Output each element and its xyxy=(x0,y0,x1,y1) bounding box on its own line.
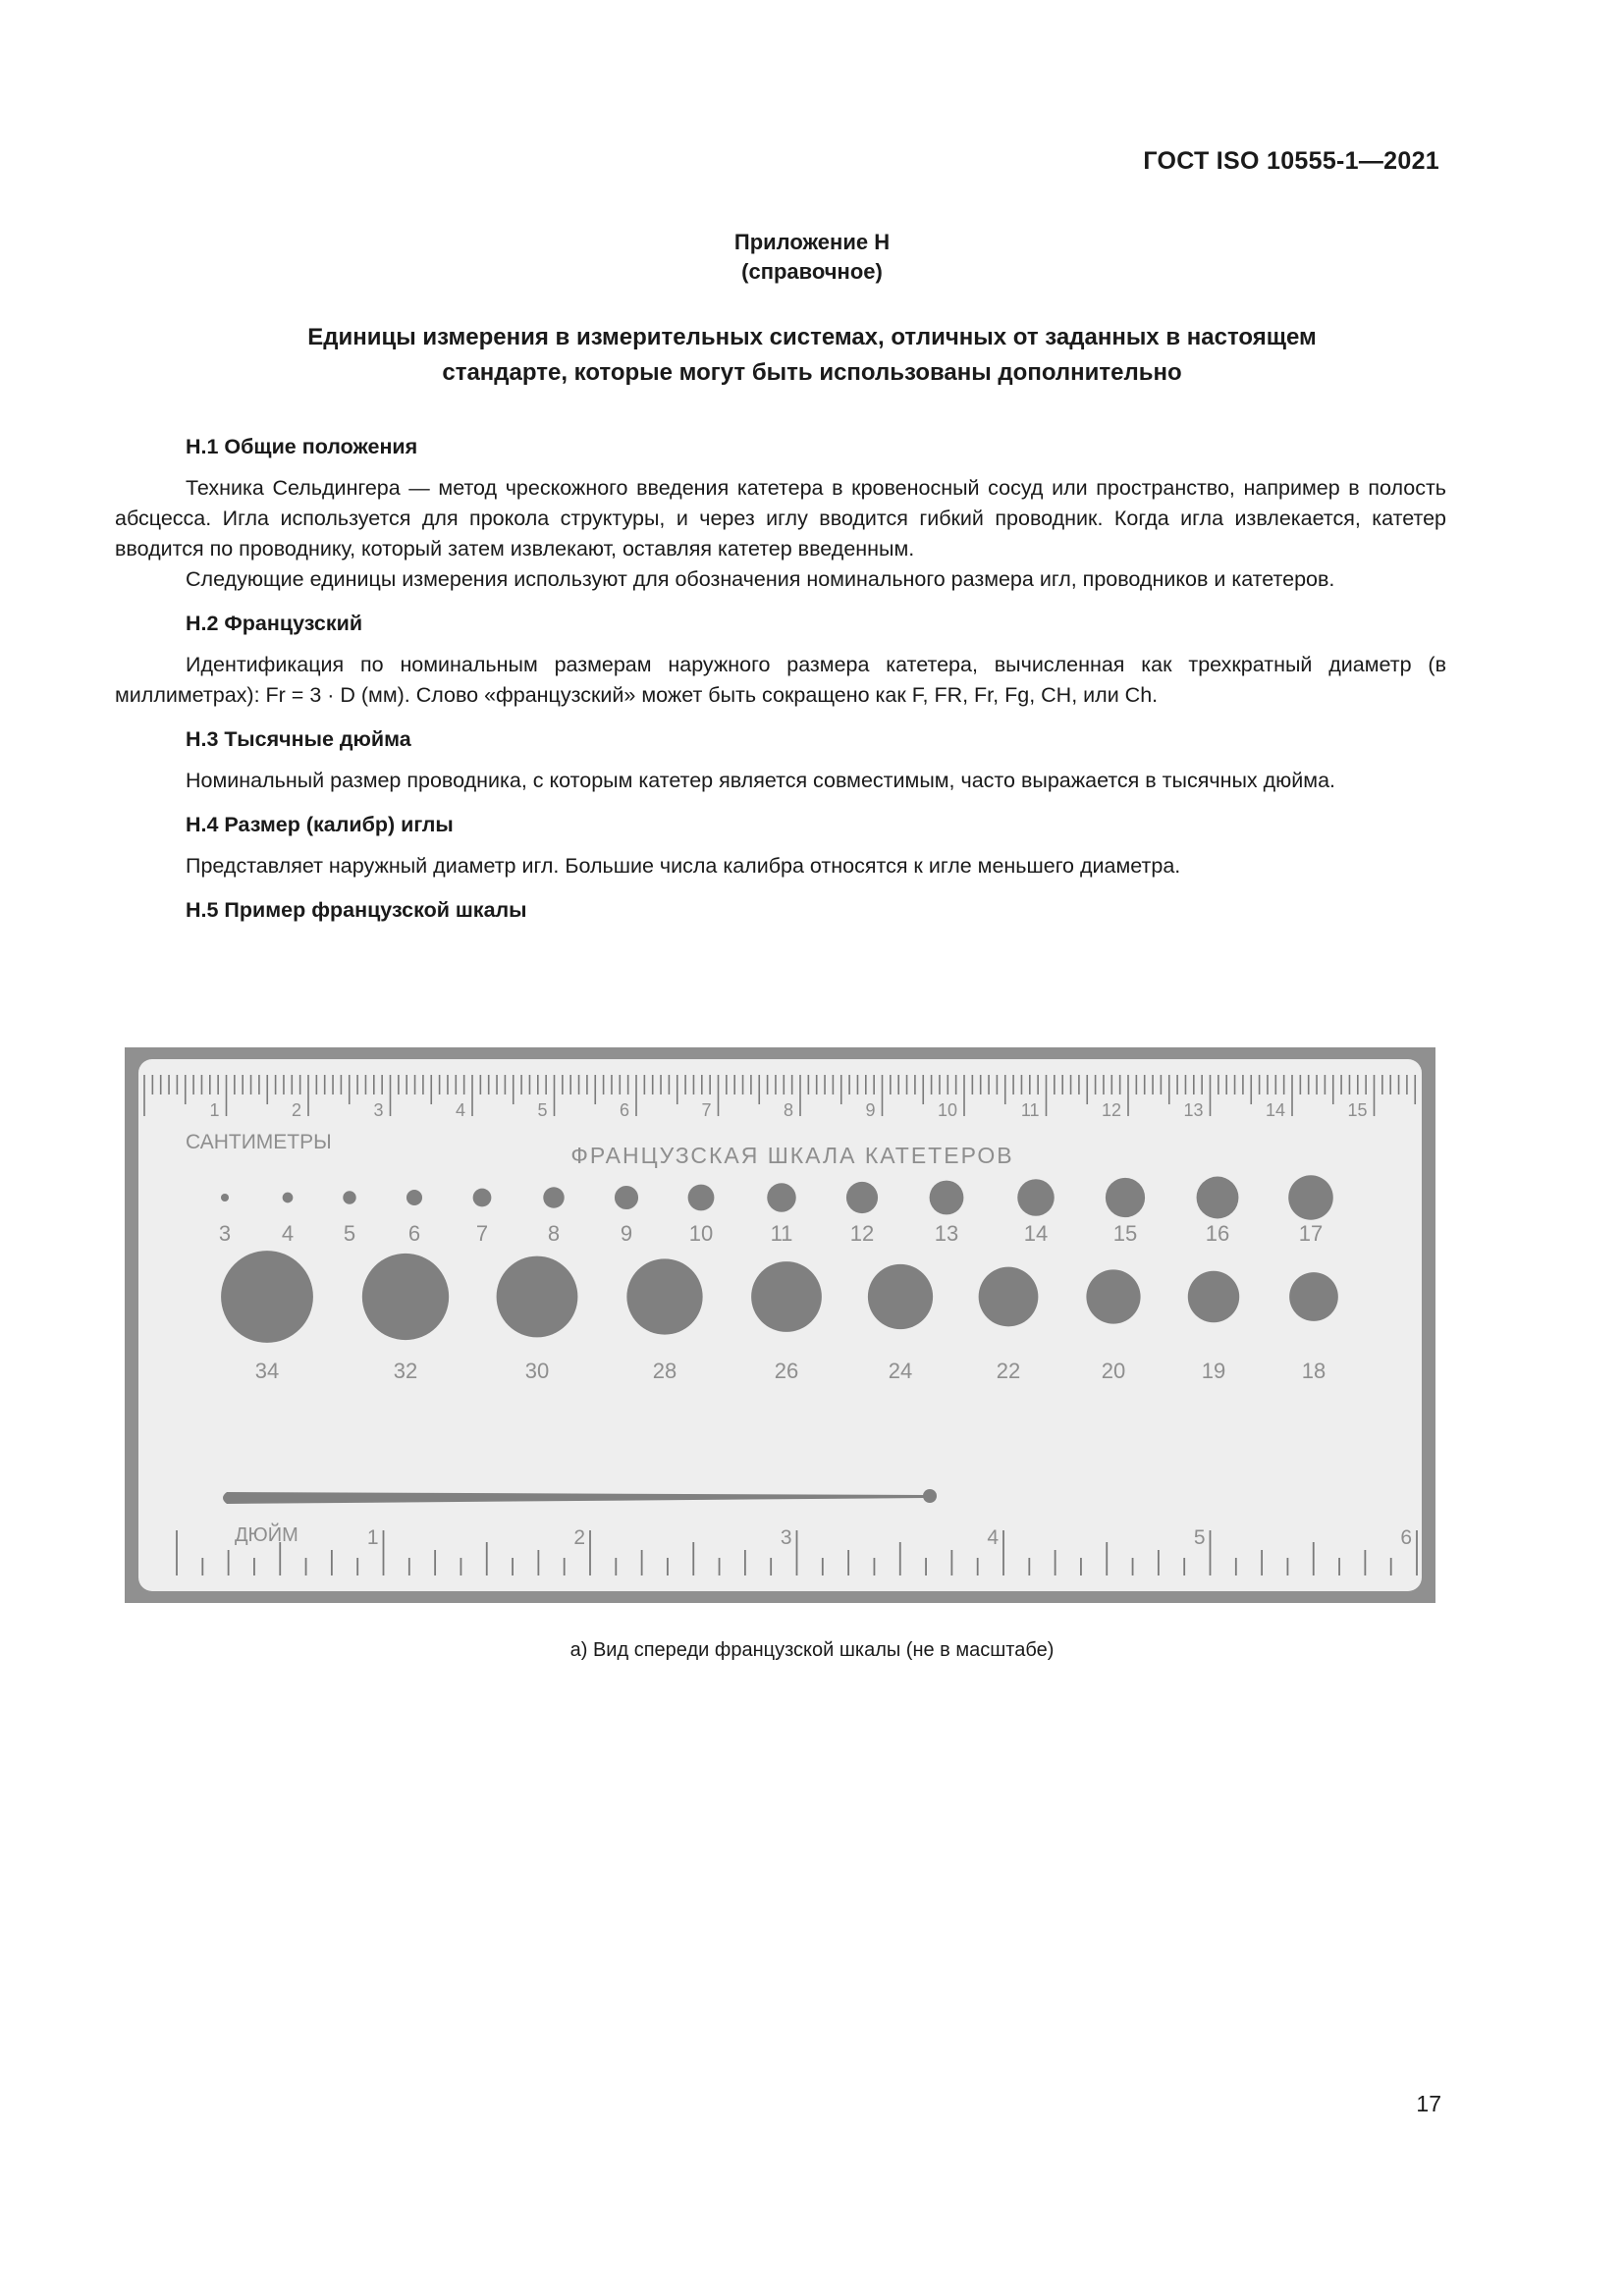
paragraph: Техника Сельдингера — метод чрескожного введения катетера в кровеносный сосуд или пространство, например в полость абсцесса. Игла используется для прокола структуры, и через иглу вводится гибкий проводник. Когда игла извлекается, катетер вводится по проводнику, который затем извлекают, оставляя катетер введенным. xyxy=(115,476,1446,561)
cm-number: 8 xyxy=(783,1100,793,1120)
hole-fr-3 xyxy=(221,1194,229,1201)
annex-title xyxy=(157,320,1467,391)
hole-label: 3 xyxy=(218,1221,232,1246)
section-heading: Н.2 Французский xyxy=(186,612,363,635)
hole-fr-5 xyxy=(343,1191,355,1203)
hole-fr-12 xyxy=(846,1182,878,1213)
hole-fr-26 xyxy=(751,1261,822,1332)
cm-number: 15 xyxy=(1347,1100,1368,1120)
inch-number: 6 xyxy=(1400,1526,1412,1549)
inch-number: 5 xyxy=(1193,1526,1206,1549)
hole-label: 11 xyxy=(770,1221,793,1246)
hole-label: 32 xyxy=(393,1359,418,1383)
cm-number: 9 xyxy=(865,1100,876,1120)
french-scale-figure xyxy=(125,1047,1435,1603)
hole-label: 30 xyxy=(524,1359,550,1383)
cm-number: 14 xyxy=(1265,1100,1285,1120)
cm-number: 1 xyxy=(209,1100,220,1120)
section-heading: Н.4 Размер (калибр) иглы xyxy=(186,813,454,836)
hole-label: 15 xyxy=(1112,1221,1138,1246)
inch-number: 2 xyxy=(573,1526,585,1549)
annex-type: (справочное) xyxy=(741,259,883,284)
cm-number: 10 xyxy=(937,1100,957,1120)
hole-fr-28 xyxy=(626,1258,702,1334)
inch-number: 4 xyxy=(987,1526,999,1549)
hole-label: 18 xyxy=(1301,1359,1326,1383)
hole-label: 12 xyxy=(849,1221,875,1246)
hole-label: 13 xyxy=(934,1221,959,1246)
hole-label: 20 xyxy=(1101,1359,1126,1383)
hole-fr-34 xyxy=(221,1251,313,1343)
hole-label: 17 xyxy=(1298,1221,1324,1246)
section-heading: Н.1 Общие положения xyxy=(186,435,418,458)
cm-number: 4 xyxy=(455,1100,465,1120)
hole-label: 26 xyxy=(774,1359,799,1383)
hole-fr-6 xyxy=(406,1190,422,1205)
cm-number: 2 xyxy=(291,1100,301,1120)
french-scale-ruler xyxy=(125,1047,1435,1603)
paragraph: Следующие единицы измерения используют для обозначения номинального размера игл, проводников и катетеров. xyxy=(186,567,1335,591)
cm-number: 6 xyxy=(619,1100,629,1120)
sections xyxy=(115,432,1446,938)
hole-fr-32 xyxy=(362,1254,449,1340)
hole-label: 10 xyxy=(688,1221,714,1246)
hole-fr-20 xyxy=(1086,1269,1140,1323)
annex-title-line-2: стандарте, которые могут быть использованы дополнительно xyxy=(442,359,1182,386)
hole-fr-10 xyxy=(688,1185,715,1211)
section-heading: Н.5 Пример французской шкалы xyxy=(186,898,527,922)
cm-number: 11 xyxy=(1020,1100,1040,1120)
annex-title-line-1: Единицы измерения в измерительных системах, отличных от заданных в настоящем xyxy=(307,324,1317,350)
hole-label: 4 xyxy=(281,1221,295,1246)
hole-label: 34 xyxy=(254,1359,280,1383)
hole-fr-11 xyxy=(767,1183,795,1211)
inch-number: 1 xyxy=(366,1526,379,1549)
hole-fr-16 xyxy=(1197,1177,1239,1219)
section-h5 xyxy=(115,895,1446,925)
hole-label: 24 xyxy=(888,1359,913,1383)
hole-label: 9 xyxy=(620,1221,633,1246)
hole-fr-9 xyxy=(615,1186,638,1209)
hole-label: 5 xyxy=(343,1221,356,1246)
section-heading: Н.3 Тысячные дюйма xyxy=(186,727,411,751)
paragraph: Номинальный размер проводника, с которым катетер является совместимым, часто выражается в тысячных дюйма. xyxy=(186,769,1336,792)
hole-label: 8 xyxy=(547,1221,561,1246)
document-id: ГОСТ ISO 10555-1—2021 xyxy=(1143,147,1439,175)
centimeter-label: САНТИМЕТРЫ xyxy=(186,1131,332,1153)
hole-fr-13 xyxy=(930,1181,964,1215)
paragraph: Представляет наружный диаметр игл. Большие числа калибра относятся к игле меньшего диаметра. xyxy=(186,854,1181,878)
annex-heading xyxy=(0,228,1624,287)
inch-number: 3 xyxy=(780,1526,792,1549)
scale-title: ФРАНЦУЗСКАЯ ШКАЛА КАТЕТЕРОВ xyxy=(570,1143,1014,1168)
hole-fr-14 xyxy=(1017,1179,1055,1216)
hole-fr-17 xyxy=(1288,1175,1333,1220)
hole-label: 7 xyxy=(475,1221,489,1246)
centimeter-numbers xyxy=(209,1100,1367,1120)
hole-fr-8 xyxy=(543,1187,564,1207)
hole-label: 14 xyxy=(1023,1221,1049,1246)
hole-label: 19 xyxy=(1201,1359,1226,1383)
hole-fr-7 xyxy=(473,1189,492,1207)
hole-fr-4 xyxy=(283,1193,294,1203)
inch-label: ДЮЙМ xyxy=(235,1524,298,1546)
cm-number: 12 xyxy=(1101,1100,1121,1120)
cm-number: 5 xyxy=(537,1100,548,1120)
hole-label: 6 xyxy=(407,1221,421,1246)
dilator-probe-tip xyxy=(923,1489,937,1503)
hole-label: 16 xyxy=(1205,1221,1230,1246)
section-h1 xyxy=(115,432,1446,595)
cm-number: 13 xyxy=(1183,1100,1204,1120)
hole-fr-15 xyxy=(1106,1178,1145,1217)
hole-label: 28 xyxy=(652,1359,677,1383)
paragraph: Идентификация по номинальным размерам наружного размера катетера, вычисленная как трехкратный диаметр (в миллиметрах): Fr = 3 · D (мм). Слово «французский» может быть сокращено как F, FR, Fr, Fg, CH, или Ch. xyxy=(115,653,1446,707)
section-h3 xyxy=(115,724,1446,796)
cm-number: 7 xyxy=(701,1100,712,1120)
hole-fr-24 xyxy=(868,1264,933,1329)
section-h2 xyxy=(115,609,1446,711)
hole-fr-30 xyxy=(497,1256,578,1338)
hole-fr-22 xyxy=(979,1267,1039,1327)
annex-label: Приложение Н xyxy=(733,230,891,254)
cm-number: 3 xyxy=(373,1100,384,1120)
hole-fr-19 xyxy=(1188,1271,1239,1322)
section-h4 xyxy=(115,810,1446,881)
page-number: 17 xyxy=(1416,2091,1441,2116)
hole-fr-18 xyxy=(1289,1272,1338,1321)
hole-label: 22 xyxy=(996,1359,1021,1383)
figure-caption: а) Вид спереди французской шкалы (не в масштабе) xyxy=(569,1639,1055,1661)
